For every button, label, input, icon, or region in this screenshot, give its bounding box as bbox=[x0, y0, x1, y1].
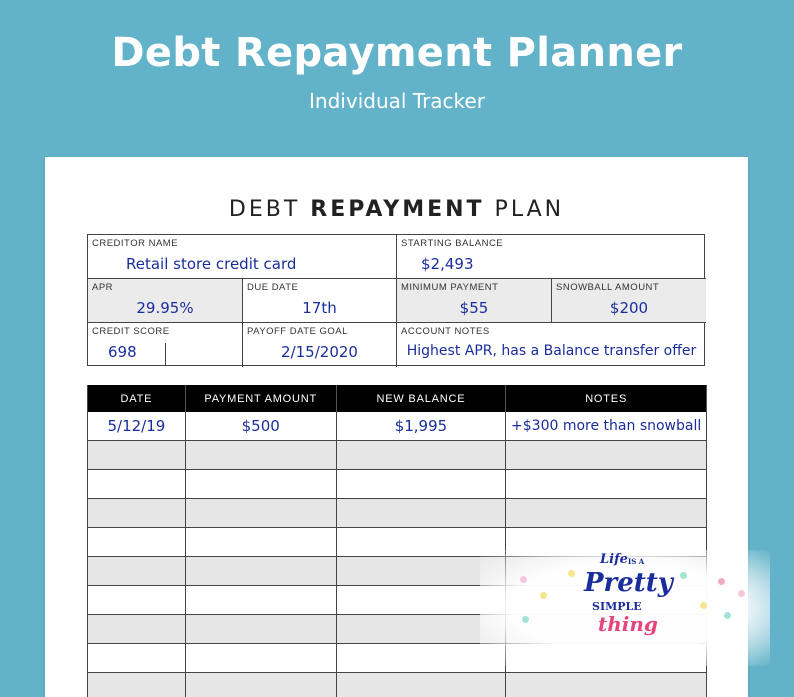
minimum-payment-label: MINIMUM PAYMENT bbox=[401, 282, 499, 293]
credit-score-value: 698 bbox=[108, 343, 137, 361]
table-row bbox=[88, 499, 707, 528]
heading-word-debt: DEBT bbox=[228, 197, 301, 222]
apr-value: 29.95% bbox=[136, 299, 194, 317]
row-date-cell bbox=[88, 441, 186, 469]
confetti-dot bbox=[522, 616, 529, 623]
row-date-cell bbox=[88, 499, 186, 527]
row-date-cell bbox=[88, 470, 186, 498]
snowball-amount-label: SNOWBALL AMOUNT bbox=[556, 282, 660, 293]
snowball-amount-cell bbox=[552, 279, 706, 323]
row-date-cell bbox=[88, 586, 186, 614]
row-payment-cell bbox=[186, 499, 337, 527]
logo-word-pretty: Pretty bbox=[584, 568, 673, 598]
row-date-cell bbox=[88, 644, 186, 672]
confetti-dot bbox=[568, 570, 575, 577]
debt-info-grid bbox=[87, 234, 705, 366]
due-date-value: 17th bbox=[302, 299, 337, 317]
account-notes-value: Highest APR, has a Balance transfer offer bbox=[406, 343, 697, 359]
row-date-cell bbox=[88, 557, 186, 585]
banner-title: Debt Repayment Planner bbox=[111, 30, 683, 76]
row-payment-cell bbox=[186, 644, 337, 672]
table-row bbox=[88, 470, 707, 499]
row-payment-cell bbox=[186, 528, 337, 556]
row-date-cell bbox=[88, 673, 186, 697]
apr-cell bbox=[88, 279, 243, 323]
row-date-cell bbox=[88, 615, 186, 643]
row-balance-cell bbox=[337, 499, 507, 527]
table-row bbox=[88, 673, 707, 697]
row-payment-cell bbox=[186, 470, 337, 498]
logo-word-is-a: IS A bbox=[628, 557, 645, 566]
row-notes-cell: +$300 more than snowball bbox=[506, 412, 707, 440]
row-payment-cell bbox=[186, 586, 337, 614]
credit-score-divider bbox=[165, 343, 166, 365]
confetti-dot bbox=[738, 590, 745, 597]
creditor-name-cell bbox=[88, 235, 397, 279]
row-notes-cell bbox=[506, 470, 707, 498]
row-notes-cell bbox=[506, 673, 707, 697]
credit-score-cell bbox=[88, 323, 243, 367]
banner-subtitle: Individual Tracker bbox=[309, 89, 485, 113]
confetti-dot bbox=[520, 576, 527, 583]
creditor-name-label: CREDITOR NAME bbox=[92, 238, 179, 249]
heading-word-repayment: REPAYMENT bbox=[310, 197, 485, 222]
row-payment-cell: $500 bbox=[186, 412, 337, 440]
account-notes-cell bbox=[397, 323, 706, 367]
column-header-new-balance: NEW BALANCE bbox=[337, 385, 507, 412]
starting-balance-cell bbox=[397, 235, 706, 279]
apr-label: APR bbox=[92, 282, 114, 293]
confetti-dot bbox=[680, 572, 687, 579]
starting-balance-label: STARTING BALANCE bbox=[401, 238, 504, 249]
row-payment-cell bbox=[186, 441, 337, 469]
logo-word-thing: thing bbox=[598, 612, 658, 636]
table-row bbox=[88, 412, 707, 441]
starting-balance-value: $2,493 bbox=[421, 255, 474, 273]
payoff-date-goal-cell bbox=[243, 323, 397, 367]
column-header-payment-amount: PAYMENT AMOUNT bbox=[186, 385, 337, 412]
minimum-payment-cell bbox=[397, 279, 552, 323]
row-payment-cell bbox=[186, 557, 337, 585]
brand-logo-watermark bbox=[480, 550, 770, 666]
creditor-name-value: Retail store credit card bbox=[126, 255, 297, 273]
payoff-date-goal-value: 2/15/2020 bbox=[281, 343, 358, 361]
due-date-label: DUE DATE bbox=[247, 282, 299, 293]
row-date-cell bbox=[88, 528, 186, 556]
row-balance-cell bbox=[337, 470, 507, 498]
row-date-cell: 5/12/19 bbox=[88, 412, 186, 440]
column-header-notes: NOTES bbox=[506, 385, 707, 412]
due-date-cell bbox=[243, 279, 397, 323]
credit-score-label: CREDIT SCORE bbox=[92, 326, 170, 337]
confetti-dot bbox=[540, 592, 547, 599]
row-balance-cell bbox=[337, 673, 507, 697]
minimum-payment-value: $55 bbox=[459, 299, 489, 317]
heading-word-plan: PLAN bbox=[494, 197, 565, 222]
row-payment-cell bbox=[186, 615, 337, 643]
logo-word-life: Life bbox=[600, 552, 628, 567]
snowball-amount-value: $200 bbox=[609, 299, 649, 317]
confetti-dot bbox=[700, 602, 707, 609]
account-notes-label: ACCOUNT NOTES bbox=[401, 326, 490, 337]
plan-heading bbox=[45, 197, 748, 222]
row-notes-cell bbox=[506, 441, 707, 469]
column-header-date: DATE bbox=[88, 385, 186, 412]
confetti-dot bbox=[718, 578, 725, 585]
payment-log-header bbox=[88, 385, 707, 412]
row-notes-cell bbox=[506, 499, 707, 527]
table-row bbox=[88, 441, 707, 470]
confetti-dot bbox=[724, 612, 731, 619]
payoff-date-goal-label: PAYOFF DATE GOAL bbox=[247, 326, 348, 337]
row-balance-cell bbox=[337, 441, 507, 469]
logo-word-simple: SIMPLE bbox=[592, 600, 642, 613]
row-balance-cell: $1,995 bbox=[337, 412, 507, 440]
row-payment-cell bbox=[186, 673, 337, 697]
